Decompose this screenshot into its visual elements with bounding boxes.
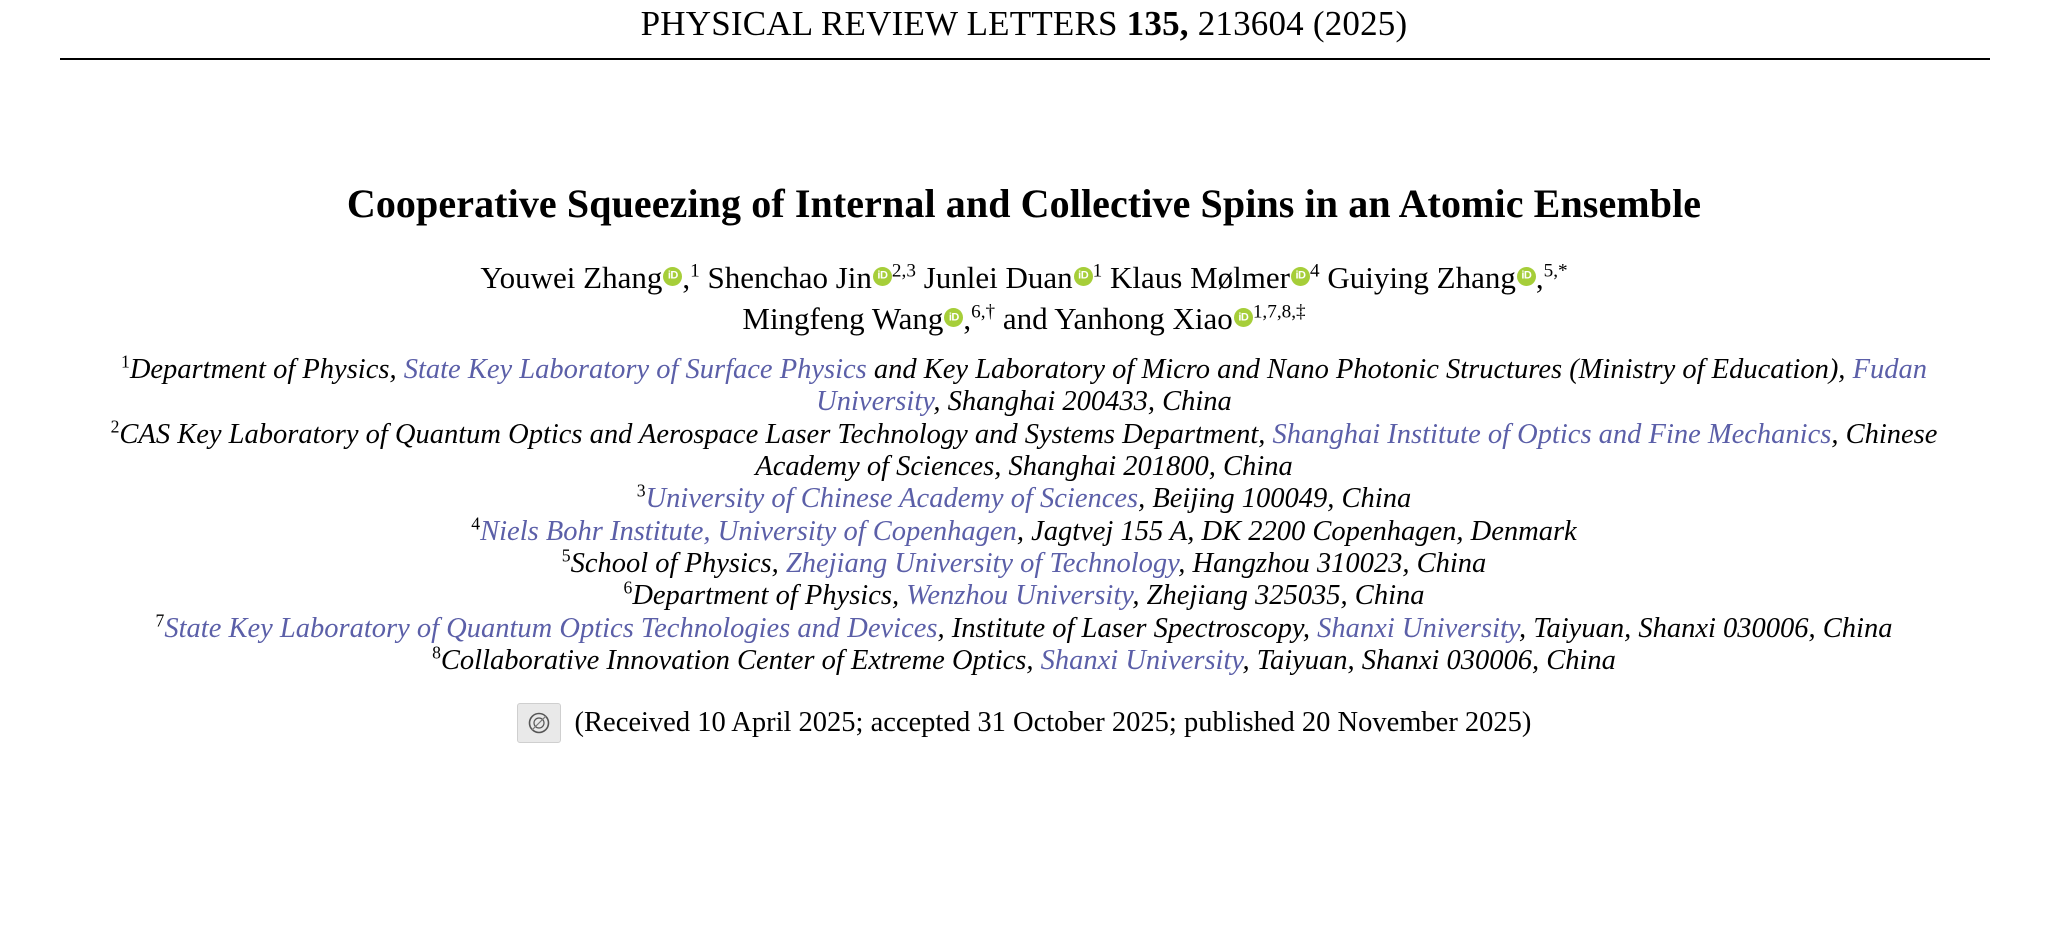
- orcid-icon[interactable]: [873, 267, 892, 286]
- affiliation-text: , Shanghai 200433, China: [933, 386, 1232, 418]
- author-affiliation-marker: 2,3: [891, 260, 916, 282]
- page-title: Cooperative Squeezing of Internal and Collective Spins in an Atomic Ensemble: [346, 181, 1702, 226]
- author: [924, 260, 1103, 295]
- orcid-icon[interactable]: [1074, 267, 1093, 286]
- affiliation-link[interactable]: Fudan University: [816, 353, 1927, 418]
- affiliation-text: , Taiyuan, Shanxi 030006, China: [1242, 644, 1616, 676]
- affiliation-link[interactable]: Wenzhou University: [906, 580, 1133, 612]
- author-affiliation-marker: 5,*: [1543, 260, 1568, 282]
- author-name: Mingfeng Wang: [742, 301, 944, 337]
- affiliation-text: , Jagtvej 155 A, DK 2200 Copenhagen, Denmark: [1016, 515, 1577, 547]
- author-affiliation-marker: 1: [1092, 260, 1103, 282]
- affiliation-link[interactable]: Shanxi University: [1040, 644, 1243, 676]
- author: [1003, 301, 1306, 336]
- affiliation-item: [60, 351, 1988, 419]
- affiliation-marker: 8: [432, 642, 441, 663]
- affiliation-marker: 6: [623, 577, 633, 598]
- affiliation-item: [60, 480, 1988, 515]
- received-text: (Received 10 April 2025; accepted 31 October 2025; published 20 November 2025): [574, 707, 1532, 739]
- affiliation-link[interactable]: Zhejiang University of Technology: [785, 547, 1179, 579]
- affiliation-marker: 3: [636, 480, 646, 501]
- affiliation-marker: 1: [121, 351, 130, 372]
- affiliation-item: [60, 642, 1988, 677]
- crossmark-icon[interactable]: [517, 703, 561, 743]
- author-line-1: [60, 257, 1988, 299]
- orcid-icon[interactable]: [1517, 267, 1536, 286]
- affiliation-marker: 5: [561, 545, 571, 566]
- affiliation-link[interactable]: State Key Laboratory of Surface Physics: [403, 353, 867, 385]
- affiliation-marker: 2: [110, 416, 120, 437]
- affiliation-list: [60, 351, 1988, 677]
- affiliation-text: School of Physics,: [570, 547, 786, 579]
- orcid-icon[interactable]: [944, 308, 963, 327]
- orcid-icon[interactable]: [1291, 267, 1310, 286]
- affiliation-item: [60, 545, 1988, 580]
- author-name: Klaus Mølmer: [1110, 259, 1290, 295]
- journal-article-number: 213604 (2025): [1197, 4, 1408, 43]
- author: [1327, 260, 1567, 295]
- affiliation-text: Department of Physics,: [632, 580, 907, 612]
- affiliation-link[interactable]: Shanghai Institute of Optics and Fine Mechanics: [1272, 418, 1832, 450]
- author: [742, 301, 995, 336]
- author: [1110, 260, 1320, 295]
- author-separator: ,: [1535, 259, 1544, 295]
- affiliation-text: , Hangzhou 310023, China: [1178, 547, 1487, 579]
- author-name: Junlei Duan: [923, 259, 1073, 295]
- affiliation-text: and Key Laboratory of Micro and Nano Photonic Structures (Ministry of Education),: [866, 353, 1853, 385]
- affiliation-text: , Beijing 100049, China: [1138, 483, 1412, 515]
- author-affiliation-marker: 1: [690, 260, 700, 282]
- author-affiliation-marker: 1,7,8,‡: [1252, 302, 1306, 323]
- affiliation-marker: 4: [471, 513, 481, 534]
- author-affiliation-marker: 4: [1309, 260, 1320, 282]
- author-name: Guiying Zhang: [1327, 259, 1516, 295]
- affiliation-link[interactable]: Shanxi University: [1317, 612, 1520, 644]
- author-line-2: [60, 298, 1988, 340]
- author-name: Shenchao Jin: [707, 259, 872, 295]
- affiliation-marker: 7: [155, 610, 165, 631]
- received-line: [60, 703, 1988, 743]
- journal-header: [60, 0, 1988, 44]
- affiliation-text: , Zhejiang 325035, China: [1132, 580, 1425, 612]
- author-separator: ,: [963, 301, 972, 337]
- affiliation-text: , Taiyuan, Shanxi 030006, China: [1519, 612, 1893, 644]
- author-name: Youwei Zhang: [480, 259, 663, 295]
- affiliation-link[interactable]: Niels Bohr Institute, University of Copenhagen: [480, 515, 1017, 547]
- author-list: [60, 257, 1988, 340]
- author: [707, 260, 915, 295]
- affiliation-text: CAS Key Laboratory of Quantum Optics and Aerospace Laser Technology and Systems Department,: [119, 418, 1273, 450]
- affiliation-link[interactable]: University of Chinese Academy of Sciences: [645, 483, 1139, 515]
- affiliation-text: Department of Physics,: [129, 353, 404, 385]
- affiliation-link[interactable]: State Key Laboratory of Quantum Optics Technologies and Devices: [164, 612, 938, 644]
- header-divider: [60, 58, 1990, 60]
- author-affiliation-marker: 6,†: [971, 302, 996, 323]
- journal-name: PHYSICAL REVIEW LETTERS: [640, 4, 1118, 43]
- affiliation-text: Collaborative Innovation Center of Extreme Optics,: [440, 644, 1041, 676]
- author: [480, 260, 699, 295]
- author-name: and Yanhong Xiao: [1002, 301, 1233, 337]
- journal-volume: 135,: [1126, 4, 1189, 43]
- orcid-icon[interactable]: [1234, 308, 1253, 327]
- orcid-icon[interactable]: [663, 267, 682, 286]
- affiliation-item: [60, 416, 1988, 484]
- author-separator: ,: [682, 259, 691, 295]
- affiliation-item: [60, 577, 1988, 612]
- affiliation-text: , Chinese Academy of Sciences, Shanghai 201800, China: [755, 418, 1938, 482]
- affiliation-item: [60, 610, 1988, 645]
- affiliation-text: , Institute of Laser Spectroscopy,: [937, 612, 1318, 644]
- affiliation-item: [60, 513, 1988, 548]
